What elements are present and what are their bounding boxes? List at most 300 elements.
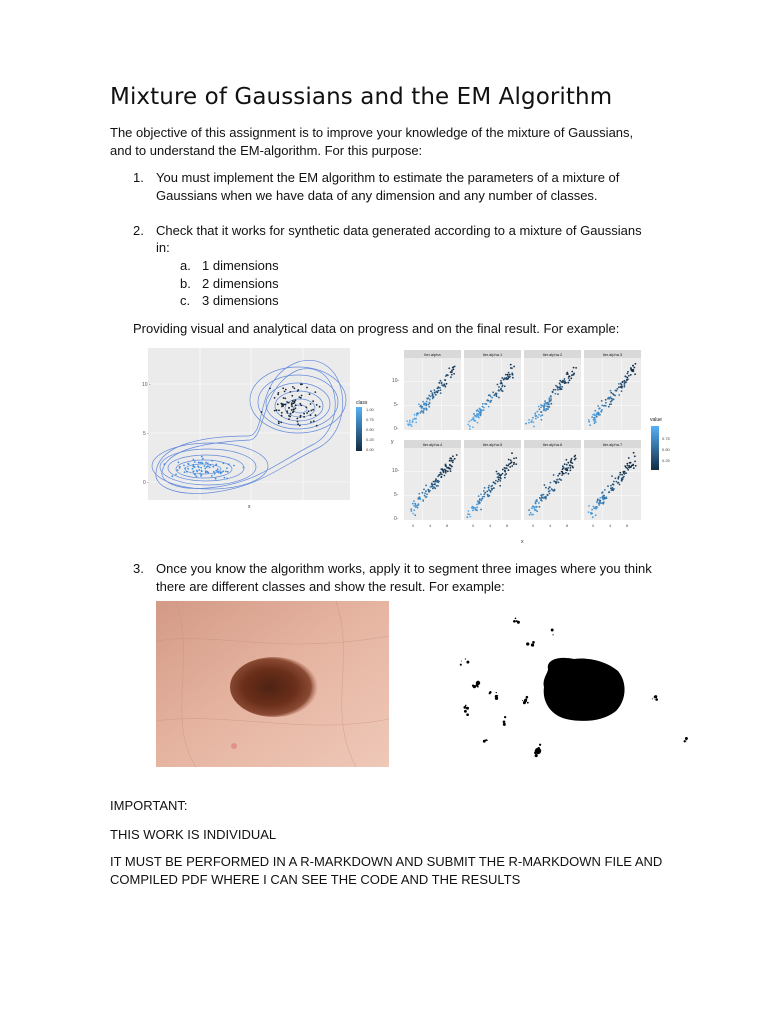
speckle bbox=[526, 642, 529, 645]
facet-point bbox=[572, 466, 574, 468]
facet-point bbox=[573, 367, 575, 369]
facet-point bbox=[566, 464, 568, 466]
facet-point bbox=[532, 505, 534, 507]
contour-legend-value: 0.75 bbox=[366, 417, 374, 422]
facet-point bbox=[482, 403, 484, 405]
facet-point bbox=[509, 374, 511, 376]
facet-point bbox=[593, 419, 595, 421]
facet-xtick: 8 bbox=[506, 523, 509, 528]
speckle bbox=[685, 737, 688, 740]
lesion-mask bbox=[544, 658, 625, 721]
facet-point bbox=[528, 509, 530, 511]
speckle bbox=[473, 685, 476, 688]
facet-point bbox=[616, 390, 618, 392]
facet-point bbox=[569, 470, 571, 472]
facet-point bbox=[443, 471, 445, 473]
facet-point bbox=[608, 491, 610, 493]
contour-point bbox=[285, 389, 287, 391]
facet-point bbox=[488, 489, 490, 491]
facet-point bbox=[550, 482, 552, 484]
contour-point bbox=[233, 465, 235, 467]
facet-point bbox=[546, 409, 548, 411]
contour-legend-value: 0.50 bbox=[366, 427, 374, 432]
facet-point bbox=[548, 488, 550, 490]
speckle bbox=[539, 744, 541, 746]
contour-point bbox=[201, 474, 203, 476]
contour-ytick-10: 10 - bbox=[142, 382, 151, 388]
facet-point bbox=[544, 497, 546, 499]
contour-point bbox=[193, 470, 195, 472]
facet-point bbox=[499, 485, 501, 487]
facet-point bbox=[419, 412, 421, 414]
facet-point bbox=[477, 500, 479, 502]
contour-point bbox=[207, 472, 209, 474]
facet-point bbox=[525, 423, 527, 425]
facet-point bbox=[617, 478, 619, 480]
facet-point bbox=[542, 497, 544, 499]
facet-point bbox=[413, 500, 415, 502]
facet-point bbox=[609, 404, 611, 406]
facet-point bbox=[418, 403, 420, 405]
facet-point bbox=[468, 421, 470, 423]
contour-point bbox=[292, 400, 294, 402]
facet-point bbox=[555, 389, 557, 391]
facet-point bbox=[574, 456, 576, 458]
facet-point bbox=[598, 408, 600, 410]
facet-point bbox=[422, 411, 424, 413]
contour-point bbox=[295, 407, 297, 409]
contour-point bbox=[196, 476, 198, 478]
facet-point bbox=[528, 419, 530, 421]
facet-point bbox=[450, 371, 452, 373]
facet-point bbox=[477, 422, 479, 424]
facet-point bbox=[559, 384, 561, 386]
facet-point bbox=[507, 378, 509, 380]
contour-point bbox=[310, 403, 312, 405]
facet-point bbox=[548, 399, 550, 401]
contour-point bbox=[290, 413, 292, 415]
subitem-b-text: 2 dimensions bbox=[202, 276, 279, 291]
skin-lesion-photo bbox=[156, 601, 389, 767]
facet-point bbox=[592, 516, 594, 518]
facet-point bbox=[489, 401, 491, 403]
facet-point bbox=[478, 417, 480, 419]
contour-point bbox=[303, 413, 305, 415]
important-label: IMPORTANT: bbox=[110, 798, 188, 813]
contour-point bbox=[209, 466, 211, 468]
contour-point bbox=[282, 403, 284, 405]
facet-point bbox=[501, 383, 503, 385]
facet-point bbox=[568, 473, 570, 475]
facet-point bbox=[428, 404, 430, 406]
facet-point bbox=[562, 382, 564, 384]
speckle bbox=[532, 641, 535, 644]
facet-point bbox=[534, 414, 536, 416]
facet-point bbox=[433, 481, 435, 483]
facet-point bbox=[627, 469, 629, 471]
facet-point bbox=[504, 467, 506, 469]
facet-point bbox=[529, 514, 531, 516]
facet-point bbox=[489, 495, 491, 497]
important-line-1: THIS WORK IS INDIVIDUAL bbox=[110, 827, 277, 842]
facet-point bbox=[472, 510, 474, 512]
facet-point bbox=[497, 384, 499, 386]
contour-point bbox=[300, 397, 302, 399]
facet-point bbox=[509, 466, 511, 468]
facet-point bbox=[495, 480, 497, 482]
contour-point bbox=[313, 420, 315, 422]
facet-point bbox=[472, 506, 474, 508]
facet-xtick: 0 bbox=[412, 523, 415, 528]
facet-point bbox=[413, 509, 415, 511]
contour-point bbox=[206, 466, 208, 468]
contour-point bbox=[198, 462, 200, 464]
contour-point bbox=[194, 466, 196, 468]
facet-point bbox=[552, 391, 554, 393]
facet-point bbox=[604, 489, 606, 491]
facet-legend-title: value bbox=[650, 417, 662, 423]
facet-point bbox=[624, 380, 626, 382]
facet-point bbox=[547, 494, 549, 496]
facet-point bbox=[510, 364, 512, 366]
facet-point bbox=[601, 492, 603, 494]
contour-point bbox=[291, 406, 293, 408]
contour-point bbox=[163, 463, 165, 465]
facet-ytick: 10- bbox=[392, 468, 400, 474]
facet-legend-bar bbox=[651, 426, 659, 470]
facet-point bbox=[571, 458, 573, 460]
facet-point bbox=[603, 405, 605, 407]
facet-point bbox=[442, 385, 444, 387]
contour-point bbox=[205, 472, 207, 474]
contour-point bbox=[310, 410, 312, 412]
speckle bbox=[551, 629, 554, 632]
facet-point bbox=[619, 484, 621, 486]
facet-point bbox=[627, 371, 629, 373]
facet-point bbox=[634, 373, 636, 375]
facet-point bbox=[562, 380, 564, 382]
contour-point bbox=[305, 406, 307, 408]
facet-point bbox=[602, 499, 604, 501]
facet-point bbox=[528, 422, 530, 424]
contour-legend bbox=[354, 398, 388, 454]
contour-point bbox=[295, 404, 297, 406]
facet-point bbox=[572, 374, 574, 376]
facet-point bbox=[596, 506, 598, 508]
facet-point bbox=[427, 398, 429, 400]
facet-point bbox=[560, 479, 562, 481]
item-3-line-2: there are different classes and show the result. For example: bbox=[156, 579, 505, 594]
facet-point bbox=[504, 474, 506, 476]
facet-point bbox=[630, 374, 632, 376]
facet-point bbox=[445, 472, 447, 474]
facet-point bbox=[627, 465, 629, 467]
facet-point bbox=[473, 413, 475, 415]
facet-point bbox=[618, 394, 620, 396]
facet-point bbox=[597, 501, 599, 503]
subitem-b-letter: b. bbox=[180, 276, 191, 291]
speckle bbox=[552, 634, 553, 635]
facet-point bbox=[426, 403, 428, 405]
facet-point bbox=[538, 502, 540, 504]
facet-point bbox=[564, 463, 566, 465]
facet-point bbox=[498, 473, 500, 475]
facet-point bbox=[445, 470, 447, 472]
contour-point bbox=[301, 395, 303, 397]
speckle bbox=[503, 723, 506, 726]
facet-point bbox=[414, 503, 416, 505]
facet-point bbox=[497, 481, 499, 483]
facet-point bbox=[450, 468, 452, 470]
contour-point bbox=[243, 467, 245, 469]
facet-point bbox=[430, 390, 432, 392]
facet-point bbox=[593, 506, 595, 508]
facet-point bbox=[469, 428, 471, 430]
contour-point bbox=[204, 465, 206, 467]
facet-point bbox=[561, 388, 563, 390]
facet-point bbox=[490, 396, 492, 398]
facet-point bbox=[548, 406, 550, 408]
facet-point bbox=[624, 471, 626, 473]
facet-point bbox=[550, 396, 552, 398]
facet-point bbox=[565, 472, 567, 474]
contour-point bbox=[312, 400, 314, 402]
item-2-line-2: in: bbox=[156, 240, 170, 255]
facet-point bbox=[531, 419, 533, 421]
facet-point bbox=[422, 408, 424, 410]
facet-point bbox=[607, 485, 609, 487]
facet-point bbox=[609, 398, 611, 400]
facet-point bbox=[600, 411, 602, 413]
facet-point bbox=[544, 403, 546, 405]
facet-point bbox=[506, 464, 508, 466]
facet-point bbox=[549, 486, 551, 488]
facet-point bbox=[499, 474, 501, 476]
facet-point bbox=[603, 495, 605, 497]
facet-point bbox=[439, 387, 441, 389]
page-title: Mixture of Gaussians and the EM Algorithm bbox=[110, 84, 613, 110]
contour-point bbox=[286, 401, 288, 403]
facet-point bbox=[492, 391, 494, 393]
facet-point bbox=[619, 474, 621, 476]
contour-point bbox=[217, 468, 219, 470]
facet-point bbox=[415, 505, 417, 507]
facet-point bbox=[488, 394, 490, 396]
facet-point bbox=[540, 411, 542, 413]
facet-point bbox=[541, 500, 543, 502]
facet-point bbox=[543, 494, 545, 496]
contour-point bbox=[292, 386, 294, 388]
item-2-line-1: Check that it works for synthetic data generated according to a mixture of Gaussians bbox=[156, 223, 642, 238]
facet-point bbox=[419, 406, 421, 408]
facet-point bbox=[450, 460, 452, 462]
facet-point bbox=[500, 388, 502, 390]
speckle bbox=[465, 705, 467, 707]
contour-point bbox=[319, 406, 321, 408]
facet-point bbox=[437, 392, 439, 394]
facet-point bbox=[434, 389, 436, 391]
facet-point bbox=[601, 405, 603, 407]
facet-point bbox=[599, 499, 601, 501]
facet-point bbox=[429, 399, 431, 401]
facet-point bbox=[409, 421, 411, 423]
facet-point bbox=[500, 478, 502, 480]
contour-point bbox=[287, 412, 289, 414]
facet-point bbox=[534, 502, 536, 504]
facet-point bbox=[550, 398, 552, 400]
contour-point bbox=[201, 470, 203, 472]
facet-point bbox=[451, 374, 453, 376]
contour-point bbox=[171, 475, 173, 477]
facet-point bbox=[450, 470, 452, 472]
contour-point bbox=[269, 388, 271, 390]
facet-point bbox=[635, 465, 637, 467]
facet-point bbox=[412, 503, 414, 505]
facet-point bbox=[450, 458, 452, 460]
facet-xtick: 0 bbox=[472, 523, 475, 528]
progress-note: Providing visual and analytical data on progress and on the final result. For example: bbox=[133, 321, 620, 336]
facet-point bbox=[513, 458, 515, 460]
facet-point bbox=[610, 392, 612, 394]
contour-point bbox=[296, 418, 298, 420]
facet-point bbox=[417, 413, 419, 415]
facet-point bbox=[500, 380, 502, 382]
facet-point bbox=[630, 466, 632, 468]
facet-point bbox=[533, 426, 535, 428]
facet-point bbox=[571, 371, 573, 373]
facet-point bbox=[550, 400, 552, 402]
speckle bbox=[652, 698, 653, 699]
facet-point bbox=[430, 396, 432, 398]
contour-point bbox=[300, 415, 302, 417]
contour-point bbox=[207, 462, 209, 464]
facet-point bbox=[611, 475, 613, 477]
contour-point bbox=[183, 465, 185, 467]
contour-point bbox=[283, 397, 285, 399]
facet-panel-title: iter.alpha.3 bbox=[602, 351, 623, 357]
facet-point bbox=[589, 424, 591, 426]
facet-point bbox=[408, 424, 410, 426]
facet-point bbox=[449, 460, 451, 462]
contour-point bbox=[276, 409, 278, 411]
facet-point bbox=[588, 505, 590, 507]
facet-point bbox=[423, 403, 425, 405]
contour-point bbox=[222, 470, 224, 472]
facet-point bbox=[415, 422, 417, 424]
facet-point bbox=[479, 498, 481, 500]
facet-legend-value: 0.25 bbox=[662, 458, 670, 463]
facet-point bbox=[480, 509, 482, 511]
facet-point bbox=[570, 377, 572, 379]
facet-point bbox=[540, 498, 542, 500]
contour-point bbox=[288, 402, 290, 404]
contour-point bbox=[225, 471, 227, 473]
facet-point bbox=[417, 507, 419, 509]
facet-point bbox=[425, 490, 427, 492]
contour-point bbox=[224, 477, 226, 479]
facet-point bbox=[548, 402, 550, 404]
facet-point bbox=[608, 406, 610, 408]
facet-point bbox=[477, 409, 479, 411]
facet-point bbox=[447, 470, 449, 472]
speckle bbox=[686, 740, 687, 741]
facet-point bbox=[533, 422, 535, 424]
facet-point bbox=[422, 499, 424, 501]
facet-point bbox=[616, 481, 618, 483]
facet-point bbox=[569, 379, 571, 381]
facet-point bbox=[530, 512, 532, 514]
facet-point bbox=[594, 420, 596, 422]
facet-point bbox=[412, 513, 414, 515]
facet-point bbox=[618, 482, 620, 484]
facet-point bbox=[594, 410, 596, 412]
facet-point bbox=[559, 389, 561, 391]
item-2-number: 2. bbox=[133, 223, 144, 238]
facet-point bbox=[628, 375, 630, 377]
facet-point bbox=[425, 485, 427, 487]
facet-point bbox=[456, 454, 458, 456]
facet-xtick: 8 bbox=[446, 523, 449, 528]
facet-point bbox=[444, 379, 446, 381]
facet-point bbox=[439, 474, 441, 476]
facet-point bbox=[605, 399, 607, 401]
facet-point bbox=[566, 459, 568, 461]
facet-point bbox=[601, 400, 603, 402]
facet-point bbox=[444, 469, 446, 471]
facet-point bbox=[488, 400, 490, 402]
contour-point bbox=[291, 404, 293, 406]
contour-point bbox=[281, 415, 283, 417]
facet-panel-title: iter.alpha.1 bbox=[482, 351, 503, 357]
facet-point bbox=[507, 374, 509, 376]
facet-point bbox=[486, 491, 488, 493]
facet-point bbox=[601, 409, 603, 411]
facet-xtick: 0 bbox=[592, 523, 595, 528]
facet-point bbox=[530, 421, 532, 423]
speckle bbox=[466, 713, 469, 716]
facet-point bbox=[618, 386, 620, 388]
speckle bbox=[526, 696, 529, 699]
facet-point bbox=[610, 487, 612, 489]
facet-point bbox=[618, 476, 620, 478]
facet-point bbox=[625, 472, 627, 474]
lesion bbox=[230, 657, 318, 717]
facet-point bbox=[431, 486, 433, 488]
facet-point bbox=[624, 386, 626, 388]
facet-point bbox=[599, 502, 601, 504]
facet-point bbox=[591, 416, 593, 418]
facet-point bbox=[513, 463, 515, 465]
facet-panel-title: iter.alpha bbox=[424, 351, 441, 357]
contour-point bbox=[202, 458, 204, 460]
contour-legend-title: class bbox=[356, 400, 368, 406]
facet-point bbox=[621, 479, 623, 481]
speckle bbox=[504, 716, 506, 718]
facet-ytick: 0- bbox=[394, 426, 399, 432]
facet-point bbox=[540, 406, 542, 408]
facet-point bbox=[472, 426, 474, 428]
speckle bbox=[476, 681, 480, 685]
facet-point bbox=[603, 497, 605, 499]
speckle bbox=[496, 692, 497, 693]
contour-point bbox=[204, 468, 206, 470]
facet-point bbox=[627, 373, 629, 375]
facet-point bbox=[591, 509, 593, 511]
facet-point bbox=[483, 490, 485, 492]
facet-point bbox=[411, 425, 413, 427]
contour-point bbox=[178, 461, 180, 463]
contour-point bbox=[281, 412, 283, 414]
